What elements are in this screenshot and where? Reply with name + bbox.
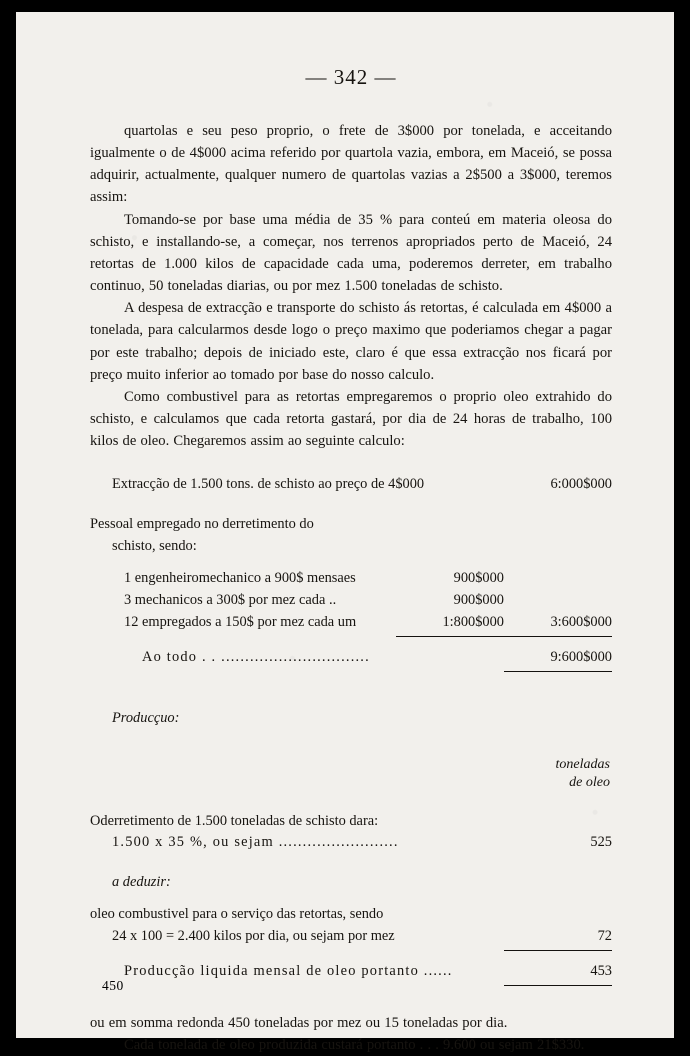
net-rule bbox=[90, 983, 612, 986]
total-row bbox=[90, 647, 612, 669]
deduct-row bbox=[90, 904, 612, 926]
personnel-heading-row-2 bbox=[90, 536, 612, 558]
rule-right-segment bbox=[504, 950, 612, 951]
deduct-label: 24 x 100 = 2.400 kilos por dia, ou sejam por mez bbox=[112, 928, 395, 945]
total-amount: 9:600$000 bbox=[550, 648, 612, 665]
tons-column-header-line1: toneladas bbox=[555, 756, 610, 772]
calculation-table bbox=[90, 474, 612, 985]
personnel-label: 12 empregados a 150$ por mez cada um bbox=[124, 613, 357, 630]
bottom-page-number: 450 bbox=[102, 978, 124, 993]
paragraph-4: Como combustivel para as retortas empregaremos o proprio oleo extrahido do schisto, e calculamos que cada retorta gastará, por dia de 24 horas de trabalho, 100 kilos de oleo. Chegaremos assim ao seguinte calculo: bbox=[90, 388, 612, 450]
deduct-heading-row bbox=[90, 872, 612, 894]
extraction-amount: 6:000$000 bbox=[550, 476, 612, 493]
paragraph-1: quartolas e seu peso proprio, o frete de 3$000 por tonelada, e acceitando igualmente o de 4$000 acima referido por quartola vazia, embora, em Maceió, se possa adquirir, actualmente, qualquer numero de quartolas vazias a 2$500 a 3$000, teremos assim: bbox=[90, 122, 612, 206]
extraction-row bbox=[90, 474, 612, 496]
page-paper bbox=[16, 12, 674, 1054]
deduct-label: oleo combustivel para o serviço das retortas, sendo bbox=[90, 906, 384, 923]
paragraph-2: Tomando-se por base uma média de 35 % para conteú em materia oleosa do schisto, e installando-se, a começar, nos terrenos apropriados perto de Maceió, 24 retortas de 1.000 kilos de capacidade cada uma, poderemos derreter, em trabalho continuo, 50 toneladas diarias, ou por mez 1.500 toneladas de schisto. bbox=[90, 211, 612, 295]
deduct-row bbox=[90, 926, 612, 948]
spacer bbox=[90, 894, 612, 904]
page-content bbox=[16, 12, 674, 1054]
personnel-row bbox=[90, 612, 612, 634]
rule-right-segment bbox=[504, 671, 612, 672]
rule-spacer bbox=[90, 634, 396, 637]
rule-spacer bbox=[90, 948, 396, 951]
rule-right-segment bbox=[504, 636, 612, 637]
personnel-subtotal: 1:800$000 bbox=[442, 613, 504, 630]
production-row bbox=[90, 832, 612, 854]
deduct-value: 72 bbox=[597, 928, 612, 945]
personnel-subtotal: 900$000 bbox=[453, 592, 504, 609]
spacer bbox=[90, 672, 612, 698]
extraction-label: Extracção de 1.500 tons. de schisto ao preço de 4$000 bbox=[112, 476, 425, 493]
closing-paragraph-2: Cada tonelada de oleo produzida custará portanto . . . 9.600 ou sejam 21$330. bbox=[124, 1037, 585, 1054]
personnel-label: 1 engenheiromechanico a 900$ mensaes bbox=[124, 570, 356, 587]
spacer bbox=[90, 986, 612, 1012]
net-production-label: Producção liquida mensal de oleo portanto ...... bbox=[124, 963, 453, 979]
production-label: 1.500 x 35 %, ou sejam ......................... bbox=[112, 834, 399, 851]
tons-column-header-line2: de oleo bbox=[569, 775, 610, 791]
personnel-heading-1: Pessoal empregado no derretimento do bbox=[90, 516, 314, 533]
personnel-subtotal: 900$000 bbox=[453, 570, 504, 587]
personnel-row bbox=[90, 590, 612, 612]
spacer bbox=[90, 698, 612, 708]
rule-spacer bbox=[90, 669, 396, 672]
rule-right-segment bbox=[504, 985, 612, 986]
production-label: Oderretimento de 1.500 toneladas de schisto dara: bbox=[90, 812, 379, 829]
personnel-label: 3 mechanicos a 300$ por mez cada .. bbox=[124, 592, 337, 609]
spacer bbox=[90, 730, 612, 756]
page-folio: — 342 — bbox=[305, 65, 397, 89]
production-row bbox=[90, 811, 612, 833]
closing-paragraph-1: ou em somma redonda 450 toneladas por mez ou 15 toneladas por dia. bbox=[90, 1014, 508, 1031]
personnel-heading-row-1 bbox=[90, 514, 612, 536]
spacer bbox=[90, 496, 612, 514]
production-value: 525 bbox=[590, 834, 612, 851]
production-heading: Producçuo: bbox=[112, 709, 180, 726]
spacer bbox=[90, 793, 612, 811]
personnel-row bbox=[90, 568, 612, 590]
rule-spacer bbox=[90, 983, 396, 986]
total-rule bbox=[90, 669, 612, 672]
net-production-row bbox=[90, 961, 612, 983]
deduct-rule bbox=[90, 948, 612, 951]
personnel-heading-2: schisto, sendo: bbox=[112, 538, 197, 555]
rule-mid-segment bbox=[396, 636, 504, 637]
spacer bbox=[90, 558, 612, 568]
personnel-total: 3:600$000 bbox=[550, 613, 612, 630]
paragraph-3: A despesa de extracção e transporte do schisto ás retortas, é calculada em 4$000 a tonelada, para calcularmos desde logo o preço maximo que poderiamos chegar a pagar por este trabalho; depois de iniciado este, claro é que essa extracção nos ficará por preço muito inferior ao tomado por base do nosso calculo. bbox=[90, 300, 612, 383]
production-heading-row bbox=[90, 708, 612, 730]
spacer bbox=[90, 637, 612, 647]
spacer bbox=[90, 854, 612, 872]
subtotal-rule bbox=[90, 634, 612, 637]
total-label: Ao todo . . ............................... bbox=[142, 648, 370, 665]
spacer bbox=[90, 951, 612, 961]
deduct-heading: a deduzir: bbox=[112, 874, 171, 891]
net-production-value: 453 bbox=[590, 963, 612, 979]
